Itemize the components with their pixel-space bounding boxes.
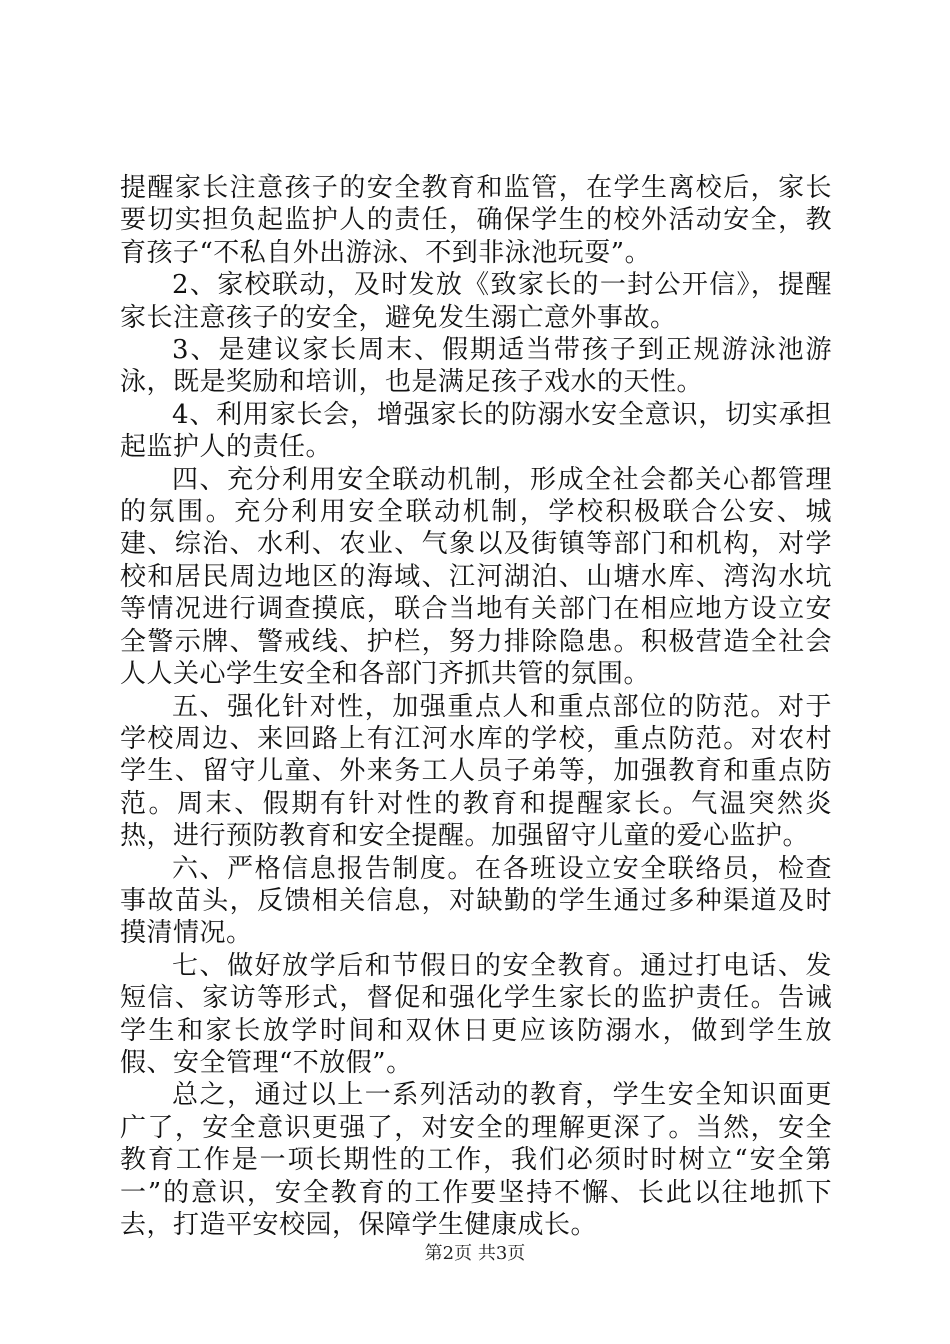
paragraph-continuation: 提醒家长注意孩子的安全教育和监管，在学生离校后，家长要切实担负起监护人的责任，确保学生的校外活动安全，教育孩子“不私自外出游泳、不到非泳池玩耍”。 xyxy=(120,173,832,268)
paragraph-item-4: 4、利用家长会，增强家长的防溺水安全意识，切实承担起监护人的责任。 xyxy=(120,399,832,463)
paragraph-section-6: 六、严格信息报告制度。在各班设立安全联络员，检查事故苗头，反馈相关信息，对缺勤的学生通过多种渠道及时摸清情况。 xyxy=(120,853,832,949)
page-number-footer: 第2页 共3页 xyxy=(424,1243,526,1264)
paragraph-section-4: 四、充分利用安全联动机制，形成全社会都关心都管理的氛围。充分利用安全联动机制，学校积极联合公安、城建、综治、水利、农业、气象以及街镇等部门和机构，对学校和居民周边地区的海域、江河湖泊、山塘水库、湾沟水坑等情况进行调查摸底，联合当地有关部门在相应地方设立安全警示牌、警戒线、护栏，努力排除隐患。积极营造全社会人人关心学生安全和各部门齐抓共管的氛围。 xyxy=(120,464,832,690)
document-body xyxy=(120,172,832,1241)
paragraph-section-5: 五、强化针对性，加强重点人和重点部位的防范。对于学校周边、来回路上有江河水库的学校，重点防范。对农村学生、留守儿童、外来务工人员子弟等，加强教育和重点防范。周末、假期有针对性的教育和提醒家长。气温突然炎热，进行预防教育和安全提醒。加强留守儿童的爱心监护。 xyxy=(120,691,832,852)
paragraph-item-3: 3、是建议家长周末、假期适当带孩子到正规游泳池游泳，既是奖励和培训，也是满足孩子戏水的天性。 xyxy=(120,335,832,398)
paragraph-item-2: 2、家校联动，及时发放《致家长的一封公开信》，提醒家长注意孩子的安全，避免发生溺亡意外事故。 xyxy=(120,270,832,333)
paragraph-conclusion: 总之，通过以上一系列活动的教育，学生安全知识面更广了，安全意识更强了，对安全的理解更深了。当然，安全教育工作是一项长期性的工作，我们必须时时树立“安全第一”的意识，安全教育的工作要坚持不懈、长此以往地抓下去，打造平安校园，保障学生健康成长。 xyxy=(120,1080,832,1240)
paragraph-section-7: 七、做好放学后和节假日的安全教育。通过打电话、发短信、家访等形式，督促和强化学生家长的监护责任。告诫学生和家长放学时间和双休日更应该防溺水，做到学生放假、安全管理“不放假”。 xyxy=(120,950,832,1078)
